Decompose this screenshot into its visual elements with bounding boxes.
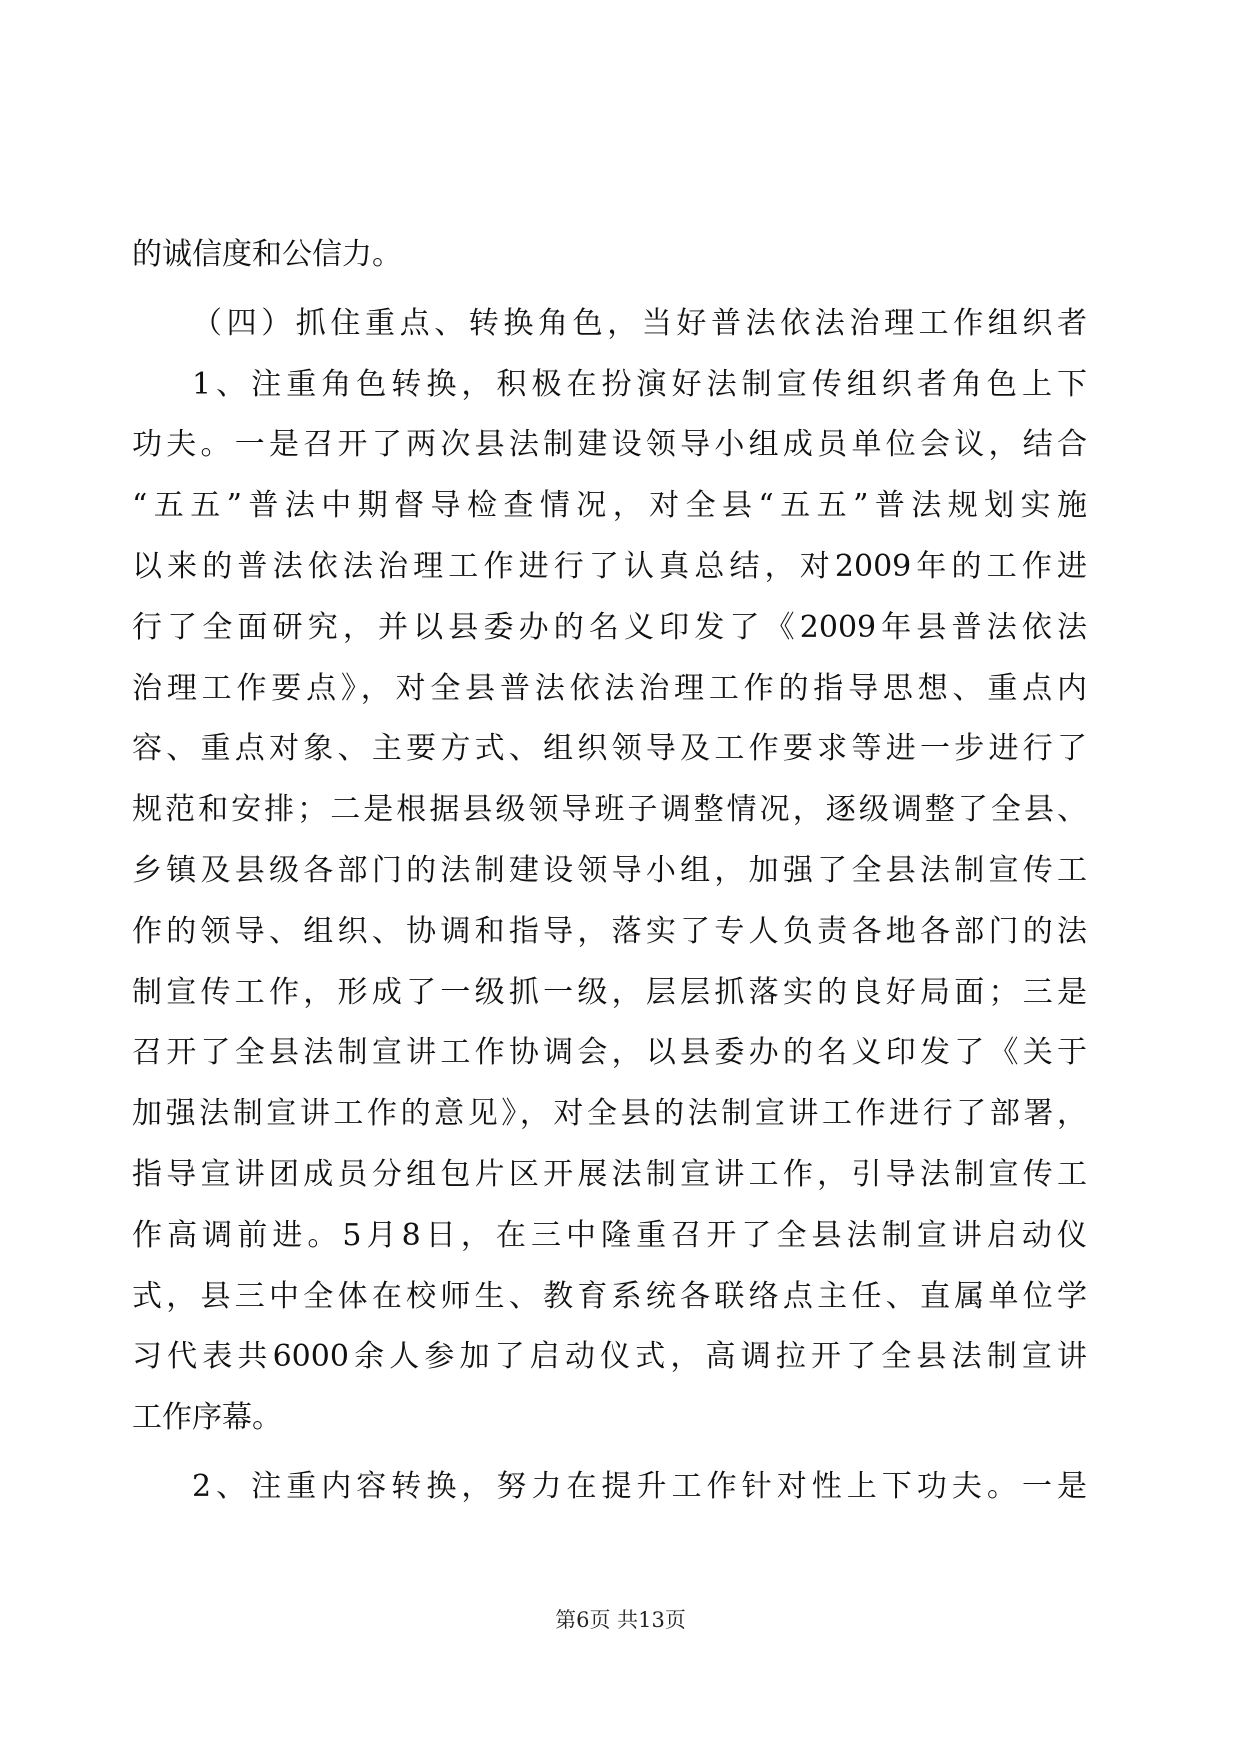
section-heading: （四）抓住重点、转换角色，当好普法依法治理工作组织者 <box>192 305 1087 341</box>
paragraph-line-21: 2、注重内容转换，努力在提升工作针对性上下功夫。一是 <box>192 1468 1087 1504</box>
paragraph-line-12: 作的领导、组织、协调和指导，落实了专人负责各地各部门的法 <box>132 913 1087 949</box>
body-text <box>132 225 1087 1518</box>
paragraph-line-3: 1、注重角色转换，积极在扮演好法制宣传组织者角色上下 <box>192 366 1087 402</box>
paragraph-line-18: 式，县三中全体在校师生、教育系统各联络点主任、直属单位学 <box>132 1278 1087 1314</box>
paragraph-line-16: 指导宣讲团成员分组包片区开展法制宣讲工作，引导法制宣传工 <box>132 1156 1087 1192</box>
paragraph-line-9: 容、重点对象、主要方式、组织领导及工作要求等进一步进行了 <box>132 731 1087 767</box>
paragraph-line-4: 功夫。一是召开了两次县法制建设领导小组成员单位会议，结合 <box>132 427 1087 463</box>
page-number-footer: 第6页 共13页 <box>555 1608 686 1632</box>
paragraph-line-15: 加强法制宣讲工作的意见》，对全县的法制宣讲工作进行了部署， <box>132 1096 1087 1132</box>
paragraph-line-6: 以来的普法依法治理工作进行了认真总结，对2009年的工作进 <box>132 548 1087 584</box>
paragraph-line-17: 作高调前进。5月8日，在三中隆重召开了全县法制宣讲启动仪 <box>132 1217 1087 1253</box>
paragraph-line-19: 习代表共6000余人参加了启动仪式，高调拉开了全县法制宣讲 <box>132 1339 1087 1375</box>
paragraph-line-10: 规范和安排；二是根据县级领导班子调整情况，逐级调整了全县、 <box>132 792 1087 828</box>
paragraph-line-5: “五五”普法中期督导检查情况，对全县“五五”普法规划实施 <box>132 488 1087 524</box>
paragraph-line-20: 工作序幕。 <box>132 1400 282 1436</box>
paragraph-line-11: 乡镇及县级各部门的法制建设领导小组，加强了全县法制宣传工 <box>132 852 1087 888</box>
paragraph-line-1: 的诚信度和公信力。 <box>132 237 402 272</box>
paragraph-line-8: 治理工作要点》，对全县普法依法治理工作的指导思想、重点内 <box>132 670 1087 706</box>
paragraph-line-14: 召开了全县法制宣讲工作协调会，以县委办的名义印发了《关于 <box>132 1035 1087 1071</box>
paragraph-line-13: 制宣传工作，形成了一级抓一级，层层抓落实的良好局面；三是 <box>132 974 1087 1010</box>
paragraph-line-7: 行了全面研究，并以县委办的名义印发了《2009年县普法依法 <box>132 609 1087 645</box>
